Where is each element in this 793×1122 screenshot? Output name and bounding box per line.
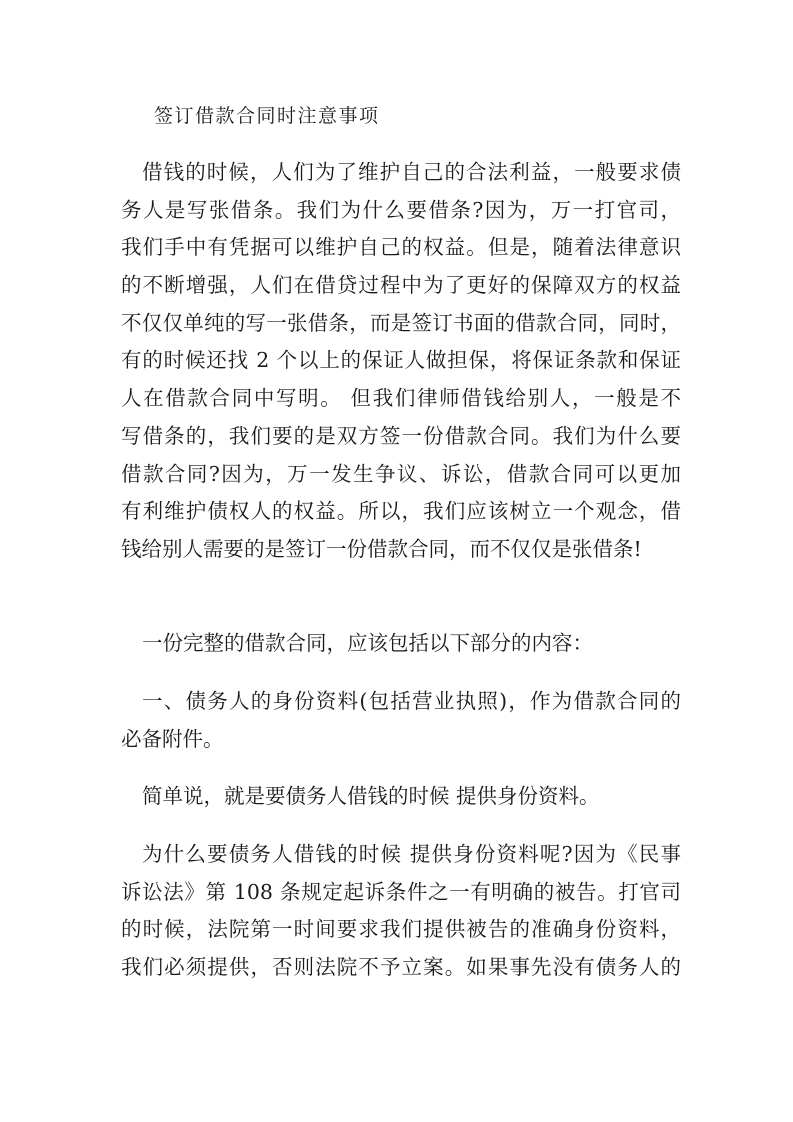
text-line: 我们手中有凭据可以维护自己的权益。但是，随着法律意识 <box>121 235 681 260</box>
text-line: 人在借款合同中写明。 但我们律师借钱给别人，一般是不 <box>121 386 681 411</box>
text-line: 必备附件。 <box>121 726 224 751</box>
text-line: 简单说，就是要债务人借钱的时候 提供身份资料。 <box>142 784 600 808</box>
text-line: 写借条的，我们要的是双方签一份借款合同。我们为什么要 <box>121 423 681 448</box>
text-line: 诉讼法》第 108 条规定起诉条件之一有明确的被告。打官司 <box>121 879 681 904</box>
paragraph-complete-contract <box>121 625 681 663</box>
text-line: 钱给别人需要的是签订一份借款合同，而不仅仅是张借条! <box>121 536 642 561</box>
text-line: 务人是写张借条。我们为什么要借条?因为，万一打官司， <box>121 197 681 222</box>
paragraph-intro <box>121 154 681 569</box>
text-line: 有的时候还找 2 个以上的保证人做担保，将保证条款和保证 <box>121 348 681 373</box>
paragraph-item-one <box>121 683 681 758</box>
text-line: 为什么要债务人借钱的时候 提供身份资料呢?因为《民事 <box>142 842 681 866</box>
text-line: 的时候，法院第一时间要求我们提供被告的准确身份资料， <box>121 917 681 942</box>
text-line: 一、债务人的身份资料(包括营业执照)，作为借款合同的 <box>142 689 681 713</box>
text-line: 一份完整的借款合同，应该包括以下部分的内容： <box>142 631 593 655</box>
text-line: 的不断增强，人们在借贷过程中为了更好的保障双方的权益 <box>121 273 681 298</box>
document-title: 签订借款合同时注意事项 <box>154 105 380 127</box>
text-line: 我们必须提供，否则法院不予立案。如果事先没有债务人的 <box>121 955 681 980</box>
text-line: 不仅仅单纯的写一张借条，而是签订书面的借款合同，同时， <box>121 310 681 335</box>
paragraph-why <box>121 836 681 987</box>
text-line: 借款合同?因为，万一发生争议、诉讼，借款合同可以更加 <box>121 461 681 486</box>
paragraph-simple <box>121 778 681 816</box>
text-line: 有利维护债权人的权益。所以，我们应该树立一个观念，借 <box>121 499 681 524</box>
text-line: 借钱的时候，人们为了维护自己的合法利益，一般要求债 <box>142 160 681 184</box>
